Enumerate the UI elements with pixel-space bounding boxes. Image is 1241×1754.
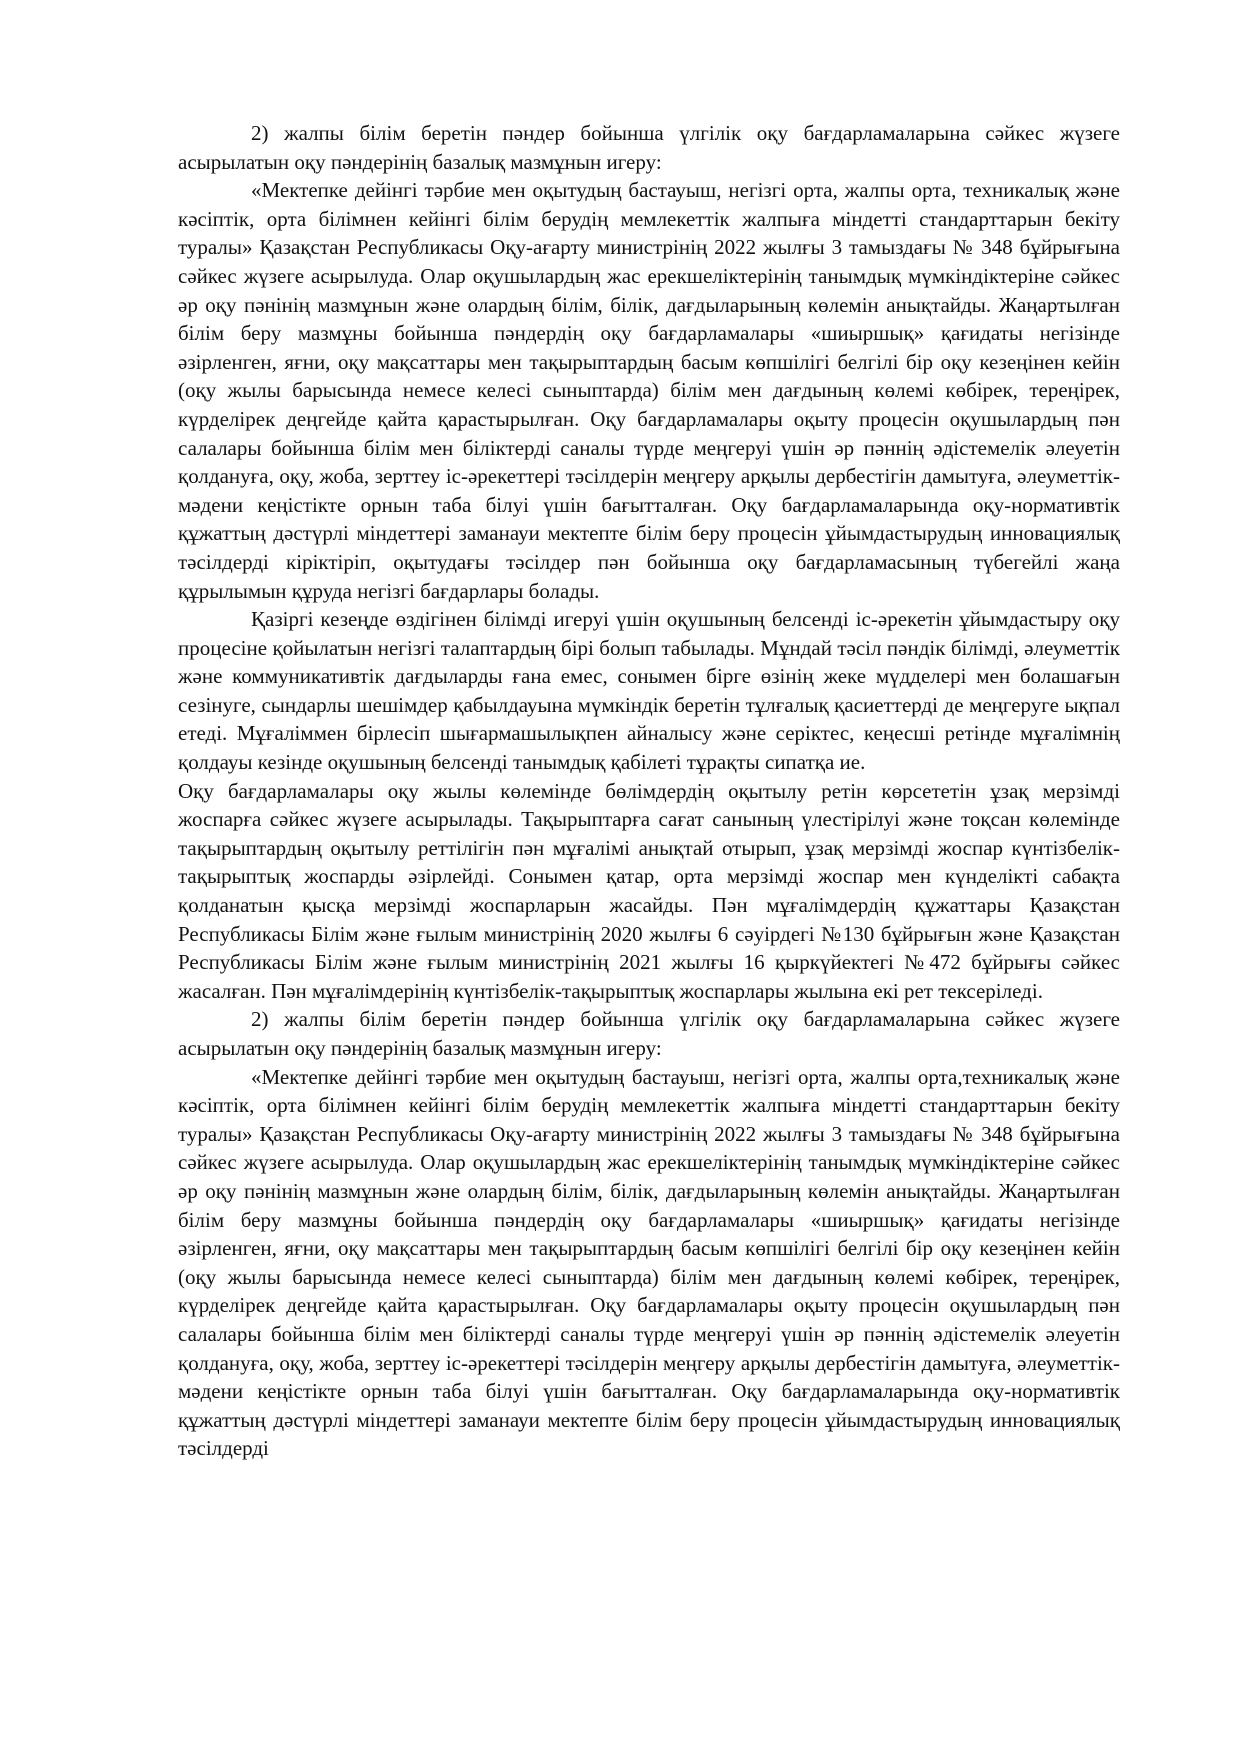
document-body bbox=[178, 119, 1120, 1463]
paragraph-subject-content-heading-repeat: 2) жалпы білім беретін пәндер бойынша үлгілік оқу бағдарламаларына сәйкес жүзеге асырылатын оқу пәндерінің базалық мазмұнын игеру: bbox=[178, 1007, 1120, 1060]
paragraph-standards-decree-repeat: «Мектепке дейінгі тәрбие мен оқытудың бастауыш, негізгі орта, жалпы орта,техникалық және кәсіптік, орта білімнен кейінгі білім берудің мемлекеттік жалпыға міндетті стандарттарын бекіту туралы» Қазақстан Республикасы Оқу-ағарту министрінің 2022 жылғы 3 тамыздағы № 348 бұйрығына сәйкес жүзеге асырылуда. Олар оқушылардың жас ерекшеліктерінің танымдық мүмкіндіктеріне сәйкес әр оқу пәнінің мазмұнын және олардың білім, білік, дағдыларының көлемін анықтайды. Жаңартылған білім беру мазмұны бойынша пәндердің оқу бағдарламалары «шиыршық» қағидаты негізінде әзірленген, яғни, оқу мақсаттары мен тақырыптардың басым көпшілігі белгілі бір оқу кезеңінен кейін (оқу жылы барысында немесе келесі сыныптарда) білім мен дағдының көлемі көбірек, тереңірек, күрделірек деңгейде қайта қарастырылған. Оқу бағдарламалары оқыту процесін оқушылардың пән салалары бойынша білім мен біліктерді саналы түрде меңгеруі үшін әр пәннің әдістемелік әлеуетін қолдануға, оқу, жоба, зерттеу іс-әрекеттері тәсілдерін меңгеру арқылы дербестігін дамытуға, әлеуметтік-мәдени кеңістікте орнын таба білуі үшін бағытталған. Оқу бағдарламаларында оқу-нормативтік құжаттың дәстүрлі міндеттері заманауи мектепте білім беру процесін ұйымдастырудың инновациялық тәсілдерді bbox=[178, 1064, 1120, 1461]
paragraph-student-activity: Қазіргі кезеңде өздігінен білімді игеруі үшін оқушының белсенді іс-әрекетін ұйымдастыру оқу процесіне қойылатын негізгі талаптардың бірі болып табылады. Мұндай тәсіл пәндік білімді, әлеуметтік және коммуникативтік дағдыларды ғана емес, сонымен бірге өзінің жеке мүдделері мен болашағын сезінуге, сындарлы шешімдер қабылдауына мүмкіндік беретін тұлғалық қасиеттерді де меңгеруге ықпал етеді. Мұғаліммен бірлесіп шығармашылықпен айналысу және серіктес, кеңесші ретінде мұғалімнің қолдауы кезінде оқушының белсенді танымдық қабілеті тұрақты сипатқа ие. bbox=[178, 607, 1120, 775]
paragraph-long-term-plan: Оқу бағдарламалары оқу жылы көлемінде бөлімдердің оқытылу ретін көрсететін ұзақ мерзімді жоспарға сәйкес жүзеге асырылады. Тақырыптарға сағат санының үлестірілуі және тоқсан көлемінде тақырыптардың оқытылу реттілігін пән мұғалімі анықтай отырып, ұзақ мерзімді жоспар күнтізбелік-тақырыптық жоспарды әзірлейді. Сонымен қатар, орта мерзімді жоспар мен күнделікті сабақта қолданатын қысқа мерзімді жоспарларын жасайды. Пән мұғалімдердің құжаттары Қазақстан Республикасы Білім және ғылым министрінің 2020 жылғы 6 сәуірдегі №130 бұйрығын және Қазақстан Республикасы Білім және ғылым министрінің 2021 жылғы 16 қыркүйектегі №472 бұйрығы сәйкес жасалған. Пән мұғалімдерінің күнтізбелік-тақырыптық жоспарлары жылына екі рет тексеріледі. bbox=[178, 778, 1120, 1003]
paragraph-standards-decree: «Мектепке дейінгі тәрбие мен оқытудың бастауыш, негізгі орта, жалпы орта, техникалық және кәсіптік, орта білімнен кейінгі білім берудің мемлекеттік жалпыға міндетті стандарттарын бекіту туралы» Қазақстан Республикасы Оқу-ағарту министрінің 2022 жылғы 3 тамыздағы № 348 бұйрығына сәйкес жүзеге асырылуда. Олар оқушылардың жас ерекшеліктерінің танымдық мүмкіндіктеріне сәйкес әр оқу пәнінің мазмұнын және олардың білім, білік, дағдыларының көлемін анықтайды. Жаңартылған білім беру мазмұны бойынша пәндердің оқу бағдарламалары «шиыршық» қағидаты негізінде әзірленген, яғни, оқу мақсаттары мен тақырыптардың басым көпшілігі белгілі бір оқу кезеңінен кейін (оқу жылы барысында немесе келесі сыныптарда) білім мен дағдының көлемі көбірек, тереңірек, күрделірек деңгейде қайта қарастырылған. Оқу бағдарламалары оқыту процесін оқушылардың пән салалары бойынша білім мен біліктерді саналы түрде меңгеруі үшін әр пәннің әдістемелік әлеуетін қолдануға, оқу, жоба, зерттеу іс-әрекеттері тәсілдерін меңгеру арқылы дербестігін дамытуға, әлеуметтік-мәдени кеңістікте орнын таба білуі үшін бағытталған. Оқу бағдарламаларында оқу-нормативтік құжаттың дәстүрлі міндеттері заманауи мектепте білім беру процесін ұйымдастырудың инновациялық тәсілдерді кіріктіріп, оқытудағы тәсілдер пән бойынша оқу бағдарламасының түбегейлі жаңа құрылымын құруда негізгі бағдарлары болады. bbox=[178, 178, 1120, 603]
paragraph-subject-content-heading: 2) жалпы білім беретін пәндер бойынша үлгілік оқу бағдарламаларына сәйкес жүзеге асырылатын оқу пәндерінің базалық мазмұнын игеру: bbox=[178, 121, 1120, 174]
